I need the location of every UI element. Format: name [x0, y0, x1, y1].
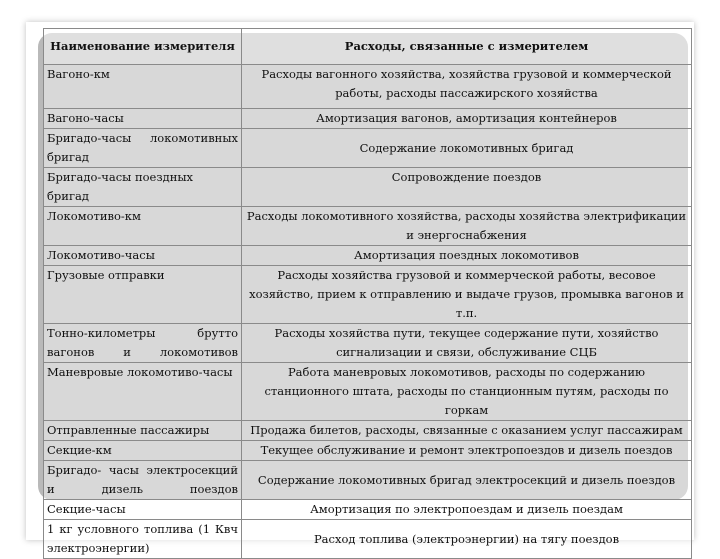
- header-row: [44, 29, 692, 65]
- measure-cell: Секцие-часы: [44, 500, 242, 520]
- measure-cell: Вагоно-км: [44, 65, 242, 109]
- table-row: [44, 266, 692, 324]
- header-expenses: Расходы, связанные с измерителем: [242, 29, 692, 65]
- table-row: [44, 500, 692, 520]
- table-row: [44, 421, 692, 441]
- table-row: [44, 461, 692, 500]
- table-row: [44, 168, 692, 207]
- expenses-cell: Расходы хозяйства пути, текущее содержание пути, хозяйство сигнализации и связи, обслуживание СЦБ: [242, 324, 692, 363]
- measure-cell: Бригадо- часы электросекций и дизель поездов: [44, 461, 242, 500]
- measure-cell: Тонно-километры брутто вагонов и локомотивов: [44, 324, 242, 363]
- table-row: [44, 363, 692, 421]
- expenses-cell: Амортизация вагонов, амортизация контейнеров: [242, 109, 692, 129]
- table-row: [44, 65, 692, 109]
- expenses-cell: Продажа билетов, расходы, связанные с оказанием услуг пассажирам: [242, 421, 692, 441]
- expenses-cell: Содержание локомотивных бригад: [242, 129, 692, 168]
- expenses-cell: Амортизация по электропоездам и дизель поездам: [242, 500, 692, 520]
- measure-cell: Вагоно-часы: [44, 109, 242, 129]
- expenses-cell: Расходы хозяйства грузовой и коммерческой работы, весовое хозяйство, прием к отправлению и выдаче грузов, промывка вагонов и т.п.: [242, 266, 692, 324]
- header-measure: Наименование измерителя: [44, 29, 242, 65]
- expenses-cell: Расходы вагонного хозяйства, хозяйства грузовой и коммерческой работы, расходы пассажирского хозяйства: [242, 65, 692, 109]
- measure-cell: Бригадо-часы локомотивных бригад: [44, 129, 242, 168]
- measure-cell: 1 кг условного топлива (1 Квч электроэнергии): [44, 520, 242, 559]
- table-row: [44, 246, 692, 266]
- table-row: [44, 109, 692, 129]
- measure-cell: Локомотиво-км: [44, 207, 242, 246]
- measure-cell: Бригадо-часы поездных бригад: [44, 168, 242, 207]
- expenses-cell: Содержание локомотивных бригад электросекций и дизель поездов: [242, 461, 692, 500]
- measure-cell: Маневровые локомотиво-часы: [44, 363, 242, 421]
- expenses-table: [43, 28, 692, 559]
- measure-cell: Отправленные пассажиры: [44, 421, 242, 441]
- table-row: [44, 441, 692, 461]
- expenses-cell: Работа маневровых локомотивов, расходы по содержанию станционного штата, расходы по станционным путям, расходы по горкам: [242, 363, 692, 421]
- expenses-cell: Амортизация поездных локомотивов: [242, 246, 692, 266]
- measure-cell: Локомотиво-часы: [44, 246, 242, 266]
- measure-cell: Секцие-км: [44, 441, 242, 461]
- table-row: [44, 129, 692, 168]
- table-row: [44, 207, 692, 246]
- measure-cell: Грузовые отправки: [44, 266, 242, 324]
- table-row: [44, 520, 692, 559]
- expenses-cell: Расходы локомотивного хозяйства, расходы хозяйства электрификации и энергоснабжения: [242, 207, 692, 246]
- expenses-cell: Расход топлива (электроэнергии) на тягу поездов: [242, 520, 692, 559]
- expenses-cell: Текущее обслуживание и ремонт электропоездов и дизель поездов: [242, 441, 692, 461]
- table-row: [44, 324, 692, 363]
- expenses-cell: Сопровождение поездов: [242, 168, 692, 207]
